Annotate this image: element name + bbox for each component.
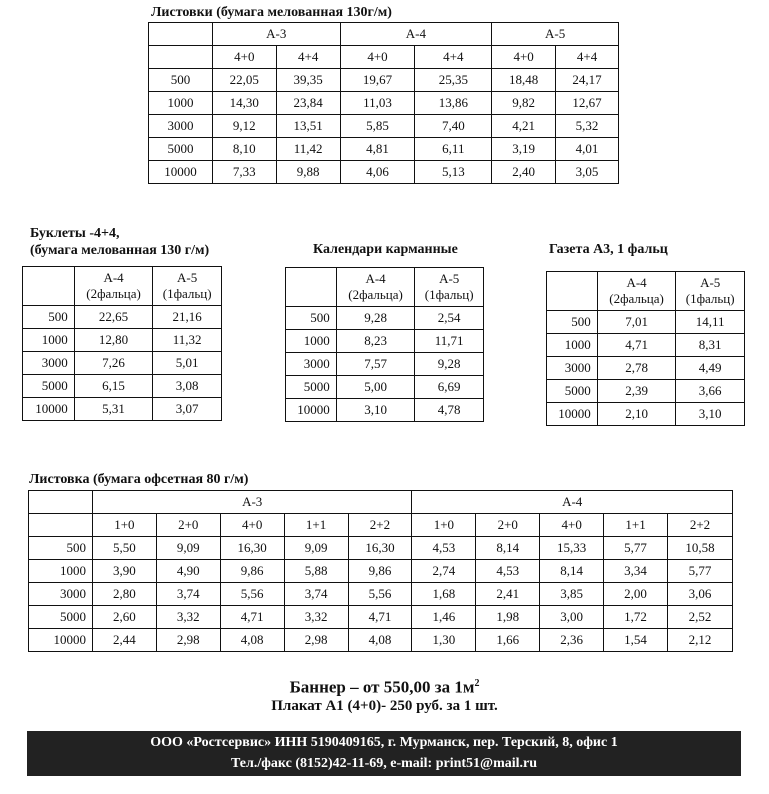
price-cell: 1,30 <box>412 629 476 652</box>
banner-sup: 2 <box>474 678 480 689</box>
price-cell: 3,10 <box>676 403 745 426</box>
price-cell: 1,46 <box>412 606 476 629</box>
fold-label: (1фальц) <box>162 286 212 301</box>
color-header: 4+0 <box>340 46 415 69</box>
price-cell: 3,66 <box>676 380 745 403</box>
price-cell: 2,39 <box>597 380 676 403</box>
qty-cell: 5000 <box>286 376 337 399</box>
price-cell: 2,52 <box>668 606 733 629</box>
table-row <box>23 398 222 421</box>
leaflets-coated-table <box>148 22 619 184</box>
qty-cell: 3000 <box>547 357 598 380</box>
fold-label: (1фальц) <box>424 287 474 302</box>
price-cell: 22,05 <box>212 69 276 92</box>
color-header: 4+4 <box>276 46 340 69</box>
qty-cell: 10000 <box>149 161 213 184</box>
color-header: 4+0 <box>540 514 604 537</box>
price-cell: 8,14 <box>540 560 604 583</box>
table-row <box>29 560 733 583</box>
price-cell: 7,57 <box>336 353 415 376</box>
price-cell: 5,13 <box>415 161 492 184</box>
leaflets-offset-title: Листовка (бумага офсетная 80 г/м) <box>29 472 249 487</box>
format-label: А-5 <box>177 270 198 285</box>
price-cell: 1,54 <box>604 629 668 652</box>
color-header: 2+2 <box>348 514 412 537</box>
table-row <box>149 138 619 161</box>
footer-company-line: ООО «Ростсервис» ИНН 5190409165, г. Мурманск, пер. Терский, 8, офис 1 <box>150 735 618 750</box>
price-cell: 1,72 <box>604 606 668 629</box>
price-cell: 3,90 <box>92 560 156 583</box>
price-cell: 9,12 <box>212 115 276 138</box>
table-row <box>149 115 619 138</box>
price-cell: 22,65 <box>74 306 153 329</box>
fold-label: (1фальц) <box>685 291 735 306</box>
color-header: 4+0 <box>212 46 276 69</box>
price-cell: 2,80 <box>92 583 156 606</box>
color-header: 4+4 <box>556 46 619 69</box>
booklets-title-line2: (бумага мелованная 130 г/м) <box>30 243 210 258</box>
qty-cell: 3000 <box>29 583 93 606</box>
price-cell: 10,58 <box>668 537 733 560</box>
price-cell: 2,12 <box>668 629 733 652</box>
price-cell: 7,01 <box>597 311 676 334</box>
format-header: А-3 <box>212 23 340 46</box>
price-cell: 2,40 <box>492 161 556 184</box>
price-cell: 4,71 <box>597 334 676 357</box>
price-cell: 3,19 <box>492 138 556 161</box>
qty-cell: 10000 <box>29 629 93 652</box>
color-header: 4+0 <box>220 514 284 537</box>
table-row <box>23 329 222 352</box>
table-row <box>23 352 222 375</box>
booklets-title-line1: Буклеты -4+4, <box>30 226 120 241</box>
qty-cell: 500 <box>29 537 93 560</box>
price-cell: 5,77 <box>604 537 668 560</box>
price-cell: 2,36 <box>540 629 604 652</box>
price-cell: 5,32 <box>556 115 619 138</box>
price-cell: 5,85 <box>340 115 415 138</box>
color-header: 4+0 <box>492 46 556 69</box>
price-cell: 3,06 <box>668 583 733 606</box>
price-cell: 9,09 <box>156 537 220 560</box>
price-cell: 12,67 <box>556 92 619 115</box>
price-cell: 6,15 <box>74 375 153 398</box>
price-cell: 9,28 <box>336 307 415 330</box>
format-header <box>597 272 676 311</box>
price-cell: 25,35 <box>415 69 492 92</box>
price-cell: 4,71 <box>348 606 412 629</box>
price-cell: 13,86 <box>415 92 492 115</box>
price-cell: 3,34 <box>604 560 668 583</box>
format-label: А-4 <box>365 271 386 286</box>
price-cell: 4,81 <box>340 138 415 161</box>
price-cell: 9,09 <box>284 537 348 560</box>
fold-label: (2фальца) <box>348 287 403 302</box>
price-cell: 5,01 <box>153 352 222 375</box>
price-cell: 2,44 <box>92 629 156 652</box>
color-header: 1+0 <box>412 514 476 537</box>
table-row <box>29 537 733 560</box>
price-cell: 5,00 <box>336 376 415 399</box>
price-cell: 3,10 <box>336 399 415 422</box>
table-row <box>29 583 733 606</box>
table-row <box>547 403 745 426</box>
banner-text: Баннер – от 550,00 за 1м <box>289 677 475 697</box>
price-cell: 3,85 <box>540 583 604 606</box>
price-cell: 3,74 <box>156 583 220 606</box>
format-header: А-4 <box>340 23 492 46</box>
qty-cell: 500 <box>286 307 337 330</box>
format-label: А-4 <box>103 270 124 285</box>
leaflets-offset-table <box>28 490 733 652</box>
price-cell: 4,06 <box>340 161 415 184</box>
table-row <box>547 380 745 403</box>
table-row <box>286 399 484 422</box>
table-row <box>547 357 745 380</box>
qty-cell: 3000 <box>23 352 75 375</box>
price-cell: 2,98 <box>156 629 220 652</box>
price-cell: 8,14 <box>476 537 540 560</box>
price-cell: 1,98 <box>476 606 540 629</box>
table-row <box>286 307 484 330</box>
format-header: А-5 <box>492 23 619 46</box>
price-cell: 11,42 <box>276 138 340 161</box>
price-cell: 4,21 <box>492 115 556 138</box>
price-cell: 8,23 <box>336 330 415 353</box>
table-row <box>286 376 484 399</box>
price-cell: 8,31 <box>676 334 745 357</box>
qty-cell: 500 <box>23 306 75 329</box>
banner-price <box>0 674 769 698</box>
format-label: А-4 <box>626 275 647 290</box>
table-row <box>149 92 619 115</box>
qty-cell: 5000 <box>149 138 213 161</box>
table-row <box>286 353 484 376</box>
corner-cell <box>29 491 93 514</box>
price-cell: 9,28 <box>415 353 484 376</box>
contact-footer <box>27 731 741 776</box>
color-header: 1+0 <box>92 514 156 537</box>
qty-cell: 1000 <box>29 560 93 583</box>
price-cell: 12,80 <box>74 329 153 352</box>
format-header <box>153 267 222 306</box>
price-cell: 4,08 <box>220 629 284 652</box>
qty-cell: 1000 <box>149 92 213 115</box>
price-cell: 4,01 <box>556 138 619 161</box>
table-row <box>29 606 733 629</box>
qty-cell: 10000 <box>547 403 598 426</box>
qty-cell: 500 <box>149 69 213 92</box>
price-cell: 5,88 <box>284 560 348 583</box>
price-cell: 2,10 <box>597 403 676 426</box>
qty-cell: 3000 <box>286 353 337 376</box>
qty-cell: 10000 <box>23 398 75 421</box>
price-cell: 3,00 <box>540 606 604 629</box>
format-label: А-5 <box>700 275 721 290</box>
qty-cell: 1000 <box>23 329 75 352</box>
table-row <box>149 69 619 92</box>
table-row <box>23 306 222 329</box>
table-row <box>286 330 484 353</box>
price-cell: 16,30 <box>348 537 412 560</box>
price-cell: 11,32 <box>153 329 222 352</box>
format-label: А-5 <box>439 271 460 286</box>
price-cell: 4,71 <box>220 606 284 629</box>
table-row <box>547 311 745 334</box>
price-cell: 1,68 <box>412 583 476 606</box>
price-cell: 5,56 <box>348 583 412 606</box>
qty-cell: 5000 <box>547 380 598 403</box>
price-cell: 6,11 <box>415 138 492 161</box>
price-cell: 3,07 <box>153 398 222 421</box>
price-cell: 18,48 <box>492 69 556 92</box>
price-cell: 14,11 <box>676 311 745 334</box>
booklets-table <box>22 266 222 421</box>
footer-contact-line: Тел./факс (8152)42-11-69, e-mail: print51@mail.ru <box>230 756 538 771</box>
format-header: А-4 <box>412 491 733 514</box>
color-header: 2+0 <box>476 514 540 537</box>
fold-label: (2фальца) <box>609 291 664 306</box>
price-cell: 19,67 <box>340 69 415 92</box>
color-header: 2+2 <box>668 514 733 537</box>
qty-cell: 1000 <box>547 334 598 357</box>
table-row <box>29 629 733 652</box>
price-cell: 7,33 <box>212 161 276 184</box>
price-cell: 5,50 <box>92 537 156 560</box>
price-cell: 4,53 <box>476 560 540 583</box>
price-cell: 9,82 <box>492 92 556 115</box>
format-header <box>415 268 484 307</box>
price-cell: 4,53 <box>412 537 476 560</box>
table-row <box>23 375 222 398</box>
corner-cell <box>149 23 213 46</box>
price-cell: 39,35 <box>276 69 340 92</box>
price-cell: 5,31 <box>74 398 153 421</box>
qty-cell: 1000 <box>286 330 337 353</box>
qty-cell: 3000 <box>149 115 213 138</box>
price-cell: 3,08 <box>153 375 222 398</box>
price-cell: 6,69 <box>415 376 484 399</box>
price-cell: 16,30 <box>220 537 284 560</box>
format-header <box>676 272 745 311</box>
price-cell: 2,41 <box>476 583 540 606</box>
qty-cell: 500 <box>547 311 598 334</box>
price-cell: 7,40 <box>415 115 492 138</box>
leaflets-coated-title: Листовки (бумага мелованная 130г/м) <box>151 5 392 20</box>
poster-price: Плакат А1 (4+0)- 250 руб. за 1 шт. <box>271 698 498 714</box>
price-cell: 2,60 <box>92 606 156 629</box>
price-cell: 15,33 <box>540 537 604 560</box>
qty-cell: 10000 <box>286 399 337 422</box>
price-cell: 2,78 <box>597 357 676 380</box>
price-cell: 3,32 <box>156 606 220 629</box>
price-cell: 11,03 <box>340 92 415 115</box>
color-header: 1+1 <box>604 514 668 537</box>
price-cell: 3,05 <box>556 161 619 184</box>
newspaper-table <box>546 271 745 426</box>
format-header <box>336 268 415 307</box>
corner-cell <box>29 514 93 537</box>
price-cell: 11,71 <box>415 330 484 353</box>
price-cell: 5,77 <box>668 560 733 583</box>
price-cell: 23,84 <box>276 92 340 115</box>
price-cell: 2,74 <box>412 560 476 583</box>
price-cell: 24,17 <box>556 69 619 92</box>
price-cell: 2,98 <box>284 629 348 652</box>
corner-cell <box>286 268 337 307</box>
price-cell: 9,88 <box>276 161 340 184</box>
format-header: А-3 <box>92 491 411 514</box>
price-cell: 9,86 <box>348 560 412 583</box>
calendars-title: Календари карманные <box>313 242 458 257</box>
price-cell: 3,74 <box>284 583 348 606</box>
newspaper-title: Газета А3, 1 фальц <box>549 242 668 257</box>
price-cell: 1,66 <box>476 629 540 652</box>
price-cell: 5,56 <box>220 583 284 606</box>
calendars-table <box>285 267 484 422</box>
price-cell: 9,86 <box>220 560 284 583</box>
color-header: 2+0 <box>156 514 220 537</box>
price-cell: 4,78 <box>415 399 484 422</box>
price-cell: 7,26 <box>74 352 153 375</box>
corner-cell <box>547 272 598 311</box>
color-header: 1+1 <box>284 514 348 537</box>
fold-label: (2фальца) <box>86 286 141 301</box>
color-header: 4+4 <box>415 46 492 69</box>
price-cell: 4,90 <box>156 560 220 583</box>
price-cell: 3,32 <box>284 606 348 629</box>
price-cell: 4,49 <box>676 357 745 380</box>
price-cell: 8,10 <box>212 138 276 161</box>
table-row <box>149 161 619 184</box>
table-row <box>547 334 745 357</box>
corner-cell <box>149 46 213 69</box>
price-cell: 21,16 <box>153 306 222 329</box>
price-cell: 14,30 <box>212 92 276 115</box>
price-cell: 4,08 <box>348 629 412 652</box>
price-cell: 13,51 <box>276 115 340 138</box>
corner-cell <box>23 267 75 306</box>
format-header <box>74 267 153 306</box>
price-cell: 2,00 <box>604 583 668 606</box>
qty-cell: 5000 <box>23 375 75 398</box>
qty-cell: 5000 <box>29 606 93 629</box>
price-cell: 2,54 <box>415 307 484 330</box>
